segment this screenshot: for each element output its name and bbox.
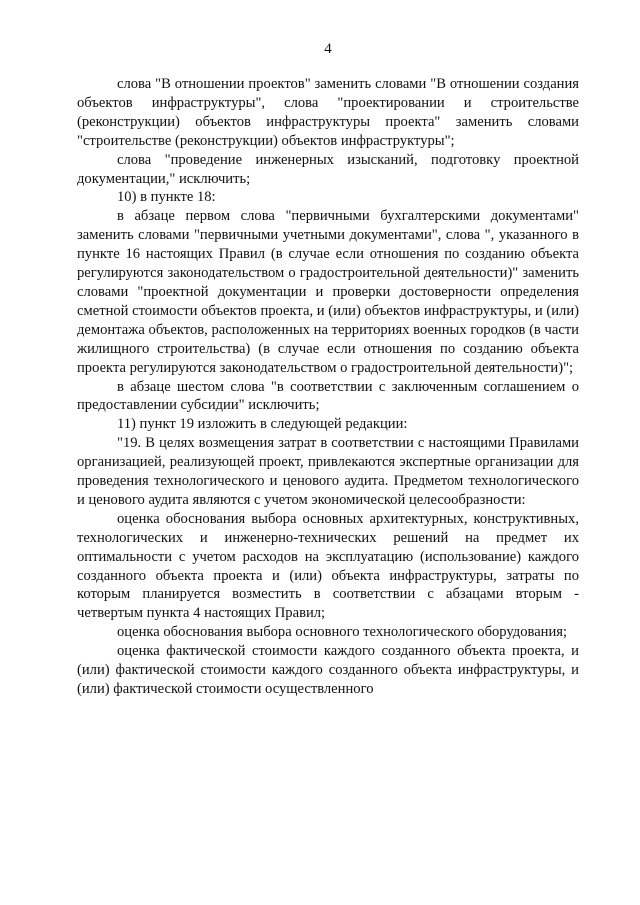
paragraph: оценка фактической стоимости каждого созданного объекта проекта, и (или) фактической стоимости каждого созданного объекта инфраструктуры, и (или) фактической стоимости осуществленного [77, 643, 579, 697]
paragraph: 11) пункт 19 изложить в следующей редакции: [117, 416, 408, 433]
paragraph: в абзаце шестом слова "в соответствии с заключенным соглашением о предоставлении субсидии" исключить; [77, 378, 579, 414]
paragraph: слова "проведение инженерных изысканий, подготовку проектной документации," исключить; [77, 151, 579, 187]
paragraph: в абзаце первом слова "первичными бухгалтерскими документами" заменить словами "первичными учетными документами", слова ", указанного в пункте 16 настоящих Правил (в случае если отношения по созданию объекта регулируются законодательством о градостроительной деятельности)" заменить словами "проектной документации и проверки достоверности определения сметной стоимости объектов проекта, и (или) объектов инфраструктуры, и (или) демонтажа объектов, расположенных на территориях военных городков (в части жилищного строительства) (в случае если отношения по созданию объекта проекта регулируются законодательством о градостроительной деятельности)"; [77, 208, 579, 376]
paragraph: 10) в пункте 18: [117, 189, 216, 206]
paragraph: "19. В целях возмещения затрат в соответствии с настоящими Правилами организацией, реализующей проект, привлекаются экспертные организации для проведения технологического и ценового аудита. Предметом технологического и ценового аудита являются с учетом экономической целесообразности: [77, 435, 579, 508]
page-number: 4 [324, 41, 332, 57]
paragraph: слова "В отношении проектов" заменить словами "В отношении создания объектов инфраструктуры", слова "проектировании и строительстве (реконструкции) объектов инфраструктуры проекта" заменить словами "строительстве (реконструкции) объектов инфраструктуры"; [77, 76, 579, 149]
paragraph: оценка обоснования выбора основных архитектурных, конструктивных, технологических и инженерно-технических решений на предмет их оптимальности с учетом расходов на эксплуатацию (использование) каждого созданного объекта проекта и (или) объекта инфраструктуры, затраты по которым планируется возместить в соответствии с абзацами вторым - четвертым пункта 4 настоящих Правил; [77, 510, 579, 622]
paragraph: оценка обоснования выбора основного технологического оборудования; [117, 624, 568, 641]
document-body [77, 75, 579, 699]
